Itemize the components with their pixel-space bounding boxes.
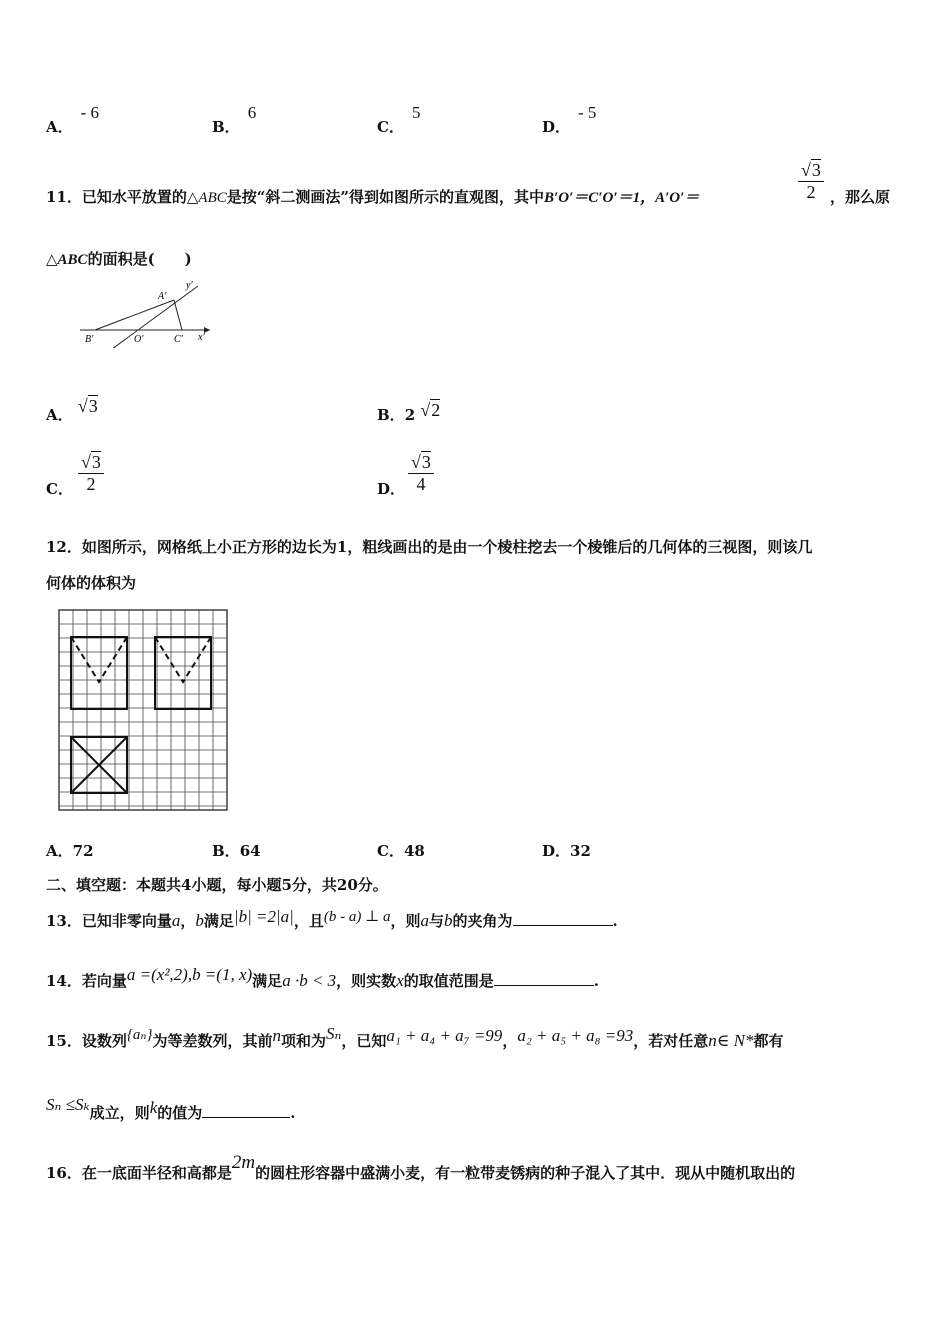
q11-option-d: D． bbox=[377, 480, 406, 498]
q13-answer-blank[interactable] bbox=[513, 911, 613, 926]
q12-line2: 何体的体积为 bbox=[46, 574, 137, 592]
q12-option-b: B．64 bbox=[212, 842, 261, 860]
q14: 14．若向量a =(x²,2),b =(1, x)满足a ·b < 3，则实数x的取值范围是 . bbox=[46, 965, 599, 990]
q11-option-b: B．2 √2 bbox=[377, 400, 441, 424]
q13-condition: |b| =2|a| bbox=[233, 907, 294, 926]
q11-option-a: A． √3 bbox=[46, 396, 98, 424]
q13: 13．已知非零向量a，b满足|b| =2|a|，且(b - a) ⊥ a，则a与b的夹角为 . bbox=[46, 907, 618, 930]
q10-option-b-value: 6 bbox=[247, 103, 257, 122]
label-b: B′ bbox=[85, 334, 94, 345]
label-a: A′ bbox=[158, 291, 167, 302]
q10-option-a: A．- 6 bbox=[46, 103, 100, 136]
section2-heading: 二、填空题：本题共4小题，每小题5分，共20分。 bbox=[46, 876, 388, 894]
q10-option-d: D．- 5 bbox=[542, 103, 597, 136]
q11-line1: 11．已知水平放置的△ABC是按“斜二测画法”得到如图所示的直观图，其中B′O′＝C′O′＝1，A′O′＝ bbox=[46, 188, 700, 206]
q10-option-a-value: - 6 bbox=[80, 103, 100, 122]
q10-option-c-value: 5 bbox=[411, 103, 421, 122]
segment-ba bbox=[95, 300, 174, 330]
q16: 16．在一底面半径和高都是2m的圆柱形容器中盛满小麦，有一粒带麦锈病的种子混入了其中．现从中随机取出的 bbox=[46, 1152, 796, 1182]
q11-fraction: $\frac{√3}{2}$ bbox=[798, 160, 824, 203]
q14-answer-blank[interactable] bbox=[494, 971, 594, 986]
q12-three-view-figure bbox=[55, 606, 230, 814]
q11-figure bbox=[70, 278, 220, 348]
side-view bbox=[155, 637, 211, 709]
label-o: O′ bbox=[134, 334, 144, 345]
q15-line1: 15．设数列{aₙ}为等差数列，其前n项和为Sₙ，已知a₁ + a₄ + a₇ =99，a₂ + a₅ + a₈ =93，若对任意n∈ N*都有 bbox=[46, 1024, 784, 1050]
q10-option-b: B．6 bbox=[212, 103, 257, 136]
label-c: C′ bbox=[174, 334, 183, 345]
q11-option-c: C． bbox=[46, 480, 73, 498]
q15-answer-blank[interactable] bbox=[202, 1103, 290, 1118]
q12-option-c: C．48 bbox=[377, 842, 425, 860]
label-y: y′ bbox=[186, 280, 193, 291]
front-view bbox=[71, 637, 127, 709]
q10-option-d-value: - 5 bbox=[578, 103, 597, 122]
side-view-hidden-lines bbox=[155, 637, 211, 682]
x-axis-arrow-icon bbox=[204, 327, 210, 333]
segment-ac bbox=[174, 300, 182, 330]
front-view-hidden-lines bbox=[71, 637, 127, 682]
q14-vectors: a =(x²,2),b =(1, x) bbox=[126, 965, 253, 984]
label-x: x′ bbox=[198, 332, 205, 343]
q11-line1-end: ，那么原 bbox=[830, 188, 891, 206]
q15-line2: Sₙ ≤Sₖ成立，则k的值为 . bbox=[46, 1095, 296, 1122]
q12-option-a: A．72 bbox=[46, 842, 94, 860]
y-axis bbox=[108, 286, 198, 348]
q12-line1: 12．如图所示，网格纸上小正方形的边长为1，粗线画出的是由一个棱柱挖去一个棱锥后的几何体的三视图，则该几 bbox=[46, 538, 813, 556]
q11-option-d-frac: $\frac{√3}{4}$ bbox=[408, 452, 434, 495]
q11-option-c-frac: $\frac{√3}{2}$ bbox=[78, 452, 104, 495]
q11-line2: △ABC的面积是( ) bbox=[46, 250, 192, 268]
q12-option-d: D．32 bbox=[542, 842, 591, 860]
q13-perpendicular: (b - a) ⊥ a bbox=[323, 909, 391, 925]
q10-option-c: C．5 bbox=[377, 103, 421, 136]
